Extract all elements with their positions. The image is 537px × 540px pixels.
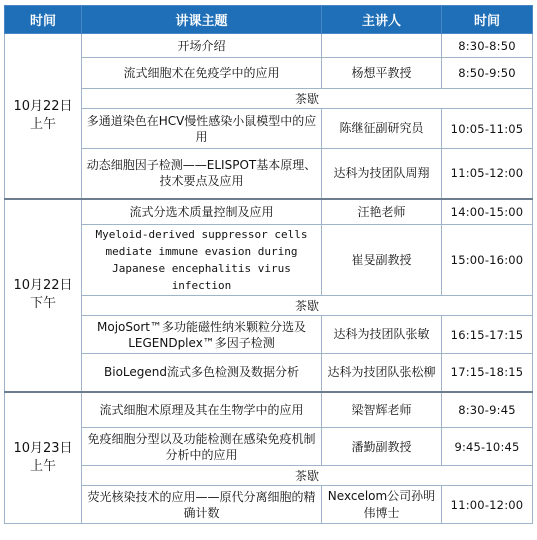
table-row (5, 58, 533, 89)
header-speaker: 主讲人 (322, 6, 442, 34)
speaker-cell: 陈继征副研究员 (322, 109, 442, 149)
time-cell: 16:15-17:15 (442, 316, 533, 354)
table-row (5, 428, 533, 466)
break-row (5, 466, 533, 486)
table-row (5, 486, 533, 524)
break-label: 茶歇 (82, 296, 533, 316)
speaker-cell: 潘勤副教授 (322, 428, 442, 466)
topic-cell: 多通道染色在HCV慢性感染小鼠模型中的应用 (82, 109, 322, 149)
topic-cell: 荧光核染技术的应用——原代分离细胞的精确计数 (82, 486, 322, 524)
speaker-cell: 汪艳老师 (322, 199, 442, 225)
header-time: 时间 (5, 6, 82, 34)
table-row (5, 225, 533, 296)
topic-cell: Myeloid-derived suppressor cells mediate immune evasion during Japanese encephalitis virus infection (82, 225, 322, 296)
table-row (5, 354, 533, 392)
table-row (5, 109, 533, 149)
time-cell: 8:30-9:45 (442, 392, 533, 428)
speaker-cell: 崔旻副教授 (322, 225, 442, 296)
break-row (5, 89, 533, 109)
time-cell: 15:00-16:00 (442, 225, 533, 296)
topic-cell: MojoSort™多功能磁性纳米颗粒分选及LEGENDplex™多因子检测 (82, 316, 322, 354)
table-row (5, 199, 533, 225)
table-row (5, 392, 533, 428)
topic-cell: BioLegend流式多色检测及数据分析 (82, 354, 322, 392)
topic-cell: 流式细胞术在免疫学中的应用 (82, 58, 322, 89)
topic-cell: 流式分选术质量控制及应用 (82, 199, 322, 225)
topic-cell: 动态细胞因子检测——ELISPOT基本原理、技术要点及应用 (82, 149, 322, 199)
header-row (5, 6, 533, 34)
header-slot: 时间 (442, 6, 533, 34)
table-row (5, 34, 533, 58)
table-row (5, 149, 533, 199)
break-row (5, 296, 533, 316)
day-label-oct23-am: 10月23日上午 (5, 392, 82, 524)
break-label: 茶歇 (82, 89, 533, 109)
time-cell: 10:05-11:05 (442, 109, 533, 149)
topic-cell: 开场介绍 (82, 34, 322, 58)
time-cell: 14:00-15:00 (442, 199, 533, 225)
speaker-cell: 杨想平教授 (322, 58, 442, 89)
time-cell: 11:00-12:00 (442, 486, 533, 524)
speaker-cell: 梁智辉老师 (322, 392, 442, 428)
time-cell: 9:45-10:45 (442, 428, 533, 466)
time-cell: 11:05-12:00 (442, 149, 533, 199)
day-label-oct22-am: 10月22日上午 (5, 34, 82, 199)
day-label-oct22-pm: 10月22日下午 (5, 199, 82, 392)
speaker-cell: 达科为技团队张敏 (322, 316, 442, 354)
topic-cell: 免疫细胞分型以及功能检测在感染免疫机制分析中的应用 (82, 428, 322, 466)
break-label: 茶歇 (82, 466, 533, 486)
time-cell: 17:15-18:15 (442, 354, 533, 392)
time-cell: 8:30-8:50 (442, 34, 533, 58)
schedule-table (4, 5, 533, 524)
speaker-cell: 达科为技团队周翔 (322, 149, 442, 199)
speaker-cell (322, 34, 442, 58)
topic-cell: 流式细胞术原理及其在生物学中的应用 (82, 392, 322, 428)
table-row (5, 316, 533, 354)
header-topic: 讲课主题 (82, 6, 322, 34)
time-cell: 8:50-9:50 (442, 58, 533, 89)
speaker-cell: 达科为技团队张松柳 (322, 354, 442, 392)
speaker-cell: Nexcelom公司孙明伟博士 (322, 486, 442, 524)
